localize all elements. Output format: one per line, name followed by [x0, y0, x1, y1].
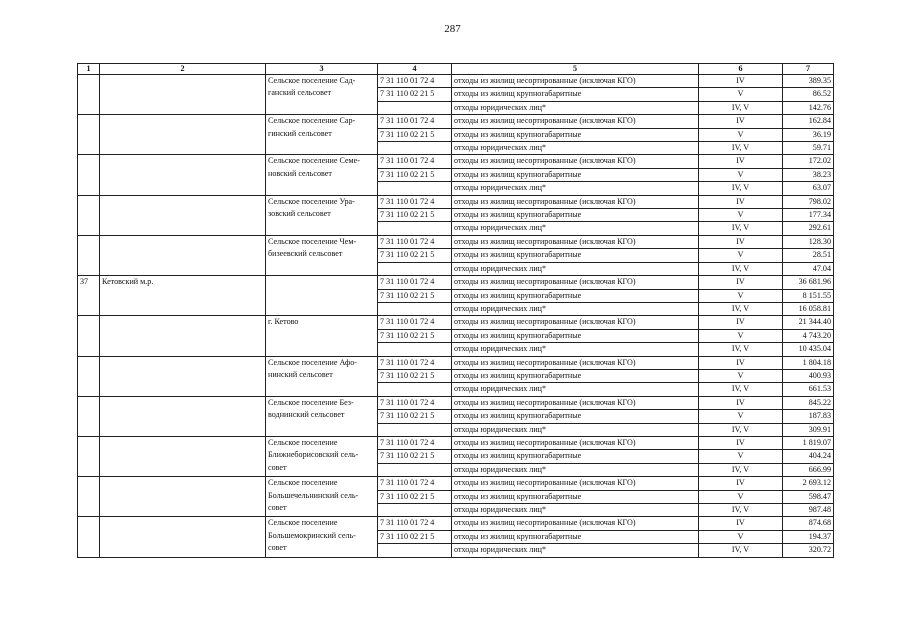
waste-amount: 177.34: [783, 209, 834, 222]
waste-amount: 4 743.20: [783, 329, 834, 342]
waste-amount: 16 058.81: [783, 302, 834, 315]
district-name: [100, 396, 266, 436]
district-name: [100, 75, 266, 115]
waste-amount: 1 804.18: [783, 356, 834, 369]
settlement-line: Сельское поселение Сар-: [268, 116, 356, 126]
waste-code: 7 31 110 01 72 4: [378, 235, 452, 248]
settlement-line: Сельское поселение: [268, 518, 338, 528]
waste-code: 7 31 110 02 21 5: [378, 369, 452, 382]
row-number: [78, 195, 100, 235]
waste-amount: 987.48: [783, 504, 834, 517]
hazard-class: IV, V: [699, 343, 783, 356]
waste-name: отходы из жилищ крупногабаритные: [452, 249, 699, 262]
waste-name: отходы из жилищ несортированные (исключая КГО): [452, 115, 699, 128]
hazard-class: V: [699, 530, 783, 543]
row-number: [78, 517, 100, 557]
waste-name: отходы юридических лиц*: [452, 544, 699, 557]
waste-amount: 598.47: [783, 490, 834, 503]
hazard-class: IV, V: [699, 463, 783, 476]
district-name: [100, 155, 266, 195]
table-row: [78, 155, 834, 168]
table-row: [78, 195, 834, 208]
waste-code: 7 31 110 02 21 5: [378, 490, 452, 503]
table-row: [78, 356, 834, 369]
waste-amount: 845.22: [783, 396, 834, 409]
waste-amount: 10 435.04: [783, 343, 834, 356]
waste-name: отходы из жилищ несортированные (исключая КГО): [452, 356, 699, 369]
hazard-class: IV: [699, 477, 783, 490]
row-number: [78, 436, 100, 476]
settlement-line: Сельское поселение Чем-: [268, 236, 357, 246]
district-name: [100, 195, 266, 235]
waste-amount: 292.61: [783, 222, 834, 235]
waste-amount: 63.07: [783, 182, 834, 195]
district-name: [100, 235, 266, 275]
settlement-line: Большечельнинский сель-: [268, 490, 359, 500]
settlement-line: гинский сельсовет: [268, 128, 332, 138]
waste-name: отходы из жилищ несортированные (исключая КГО): [452, 155, 699, 168]
waste-amount: 47.04: [783, 262, 834, 275]
settlement-name: [266, 396, 378, 436]
waste-amount: 128.30: [783, 235, 834, 248]
hazard-class: IV: [699, 155, 783, 168]
district-name: [100, 517, 266, 557]
hazard-class: IV, V: [699, 142, 783, 155]
hazard-class: IV, V: [699, 544, 783, 557]
settlement-line: ганский сельсовет: [268, 88, 332, 98]
table-row: [78, 115, 834, 128]
waste-name: отходы юридических лиц*: [452, 302, 699, 315]
district-name: [100, 316, 266, 356]
table-row: [78, 316, 834, 329]
waste-name: отходы юридических лиц*: [452, 262, 699, 275]
header-cell: 1: [78, 64, 100, 75]
waste-amount: 38.23: [783, 168, 834, 181]
hazard-class: IV, V: [699, 182, 783, 195]
hazard-class: IV, V: [699, 262, 783, 275]
waste-name: отходы юридических лиц*: [452, 142, 699, 155]
settlement-name: [266, 276, 378, 316]
waste-amount: 187.83: [783, 410, 834, 423]
header-cell: 2: [100, 64, 266, 75]
waste-code: [378, 463, 452, 476]
waste-name: отходы из жилищ несортированные (исключая КГО): [452, 195, 699, 208]
district-name: Кетовский м.р.: [100, 276, 266, 316]
hazard-class: IV: [699, 75, 783, 88]
waste-code: 7 31 110 01 72 4: [378, 477, 452, 490]
hazard-class: IV: [699, 276, 783, 289]
table-row: [78, 477, 834, 490]
table-row: [78, 396, 834, 409]
settlement-line: воднинский сельсовет: [268, 410, 345, 420]
hazard-class: IV: [699, 316, 783, 329]
waste-amount: 400.93: [783, 369, 834, 382]
settlement-line: совет: [268, 543, 287, 553]
waste-name: отходы из жилищ крупногабаритные: [452, 289, 699, 302]
waste-amount: 666.99: [783, 463, 834, 476]
waste-code: 7 31 110 01 72 4: [378, 195, 452, 208]
row-number: [78, 75, 100, 115]
row-number: [78, 396, 100, 436]
waste-code: 7 31 110 02 21 5: [378, 329, 452, 342]
hazard-class: V: [699, 289, 783, 302]
waste-name: отходы из жилищ крупногабаритные: [452, 369, 699, 382]
waste-code: 7 31 110 02 21 5: [378, 410, 452, 423]
waste-name: отходы из жилищ крупногабаритные: [452, 168, 699, 181]
waste-name: отходы юридических лиц*: [452, 343, 699, 356]
hazard-class: V: [699, 249, 783, 262]
table-row: [78, 75, 834, 88]
hazard-class: V: [699, 168, 783, 181]
settlement-name: [266, 436, 378, 476]
row-number: [78, 316, 100, 356]
waste-amount: 36.19: [783, 128, 834, 141]
waste-amount: 142.76: [783, 101, 834, 114]
settlement-name: [266, 517, 378, 557]
waste-name: отходы из жилищ крупногабаритные: [452, 128, 699, 141]
waste-name: отходы из жилищ несортированные (исключая КГО): [452, 276, 699, 289]
waste-name: отходы из жилищ крупногабаритные: [452, 490, 699, 503]
row-number: [78, 155, 100, 195]
settlement-name: [266, 155, 378, 195]
settlement-line: г. Кетово: [268, 317, 299, 327]
hazard-class: IV: [699, 195, 783, 208]
waste-name: отходы из жилищ несортированные (исключая КГО): [452, 75, 699, 88]
waste-name: отходы из жилищ несортированные (исключая КГО): [452, 316, 699, 329]
waste-code: [378, 142, 452, 155]
waste-amount: 320.72: [783, 544, 834, 557]
waste-amount: 59.71: [783, 142, 834, 155]
waste-name: отходы из жилищ крупногабаритные: [452, 329, 699, 342]
hazard-class: IV, V: [699, 101, 783, 114]
hazard-class: V: [699, 410, 783, 423]
waste-code: 7 31 110 02 21 5: [378, 289, 452, 302]
waste-amount: 28.51: [783, 249, 834, 262]
settlement-line: зовский сельсовет: [268, 209, 331, 219]
hazard-class: IV, V: [699, 423, 783, 436]
hazard-class: IV, V: [699, 302, 783, 315]
table-row: [78, 436, 834, 449]
waste-amount: 172.02: [783, 155, 834, 168]
hazard-class: V: [699, 490, 783, 503]
district-name: [100, 436, 266, 476]
waste-amount: 8 151.55: [783, 289, 834, 302]
waste-code: 7 31 110 02 21 5: [378, 168, 452, 181]
hazard-class: IV, V: [699, 383, 783, 396]
waste-name: отходы юридических лиц*: [452, 463, 699, 476]
settlement-name: [266, 477, 378, 517]
settlement-line: новский сельсовет: [268, 168, 332, 178]
waste-name: отходы юридических лиц*: [452, 182, 699, 195]
hazard-class: IV: [699, 235, 783, 248]
hazard-class: V: [699, 209, 783, 222]
table-row: [78, 517, 834, 530]
waste-name: отходы юридических лиц*: [452, 222, 699, 235]
waste-name: отходы из жилищ крупногабаритные: [452, 410, 699, 423]
waste-code: 7 31 110 01 72 4: [378, 75, 452, 88]
waste-code: [378, 101, 452, 114]
waste-code: 7 31 110 02 21 5: [378, 209, 452, 222]
waste-code: [378, 182, 452, 195]
waste-name: отходы из жилищ несортированные (исключая КГО): [452, 477, 699, 490]
waste-code: [378, 544, 452, 557]
settlement-line: Сельское поселение Семе-: [268, 156, 360, 166]
waste-amount: 162.84: [783, 115, 834, 128]
waste-amount: 798.02: [783, 195, 834, 208]
settlement-line: Ближнеборисовский сель-: [268, 450, 359, 460]
waste-code: 7 31 110 01 72 4: [378, 155, 452, 168]
settlement-line: Сельское поселение: [268, 437, 338, 447]
waste-amount: 389.35: [783, 75, 834, 88]
hazard-class: IV, V: [699, 222, 783, 235]
page-number: 287: [444, 23, 461, 35]
row-number: [78, 356, 100, 396]
header-cell: 3: [266, 64, 378, 75]
hazard-class: IV: [699, 356, 783, 369]
waste-code: [378, 222, 452, 235]
hazard-class: V: [699, 369, 783, 382]
settlement-line: Сельское поселение Афо-: [268, 357, 357, 367]
waste-amount: 404.24: [783, 450, 834, 463]
waste-code: 7 31 110 02 21 5: [378, 249, 452, 262]
waste-code: 7 31 110 01 72 4: [378, 316, 452, 329]
row-number: [78, 115, 100, 155]
waste-code: [378, 262, 452, 275]
hazard-class: V: [699, 450, 783, 463]
settlement-line: совет: [268, 503, 287, 512]
settlement-line: Большемокринский сель-: [268, 530, 356, 540]
row-number: [78, 235, 100, 275]
settlement-name: [266, 115, 378, 155]
waste-amount: 874.68: [783, 517, 834, 530]
waste-code: 7 31 110 02 21 5: [378, 530, 452, 543]
waste-code: 7 31 110 01 72 4: [378, 356, 452, 369]
waste-code: [378, 302, 452, 315]
row-number: 37: [78, 276, 100, 316]
waste-amount: 21 344.40: [783, 316, 834, 329]
waste-code: 7 31 110 01 72 4: [378, 276, 452, 289]
settlement-line: совет: [268, 462, 287, 472]
settlement-name: [266, 75, 378, 115]
waste-code: 7 31 110 02 21 5: [378, 450, 452, 463]
waste-code: 7 31 110 01 72 4: [378, 396, 452, 409]
waste-table: [77, 63, 834, 558]
district-name: [100, 477, 266, 517]
hazard-class: IV: [699, 436, 783, 449]
waste-name: отходы из жилищ крупногабаритные: [452, 209, 699, 222]
waste-amount: 309.91: [783, 423, 834, 436]
settlement-name: [266, 195, 378, 235]
header-cell: 4: [378, 64, 452, 75]
hazard-class: V: [699, 88, 783, 101]
waste-name: отходы юридических лиц*: [452, 101, 699, 114]
waste-name: отходы из жилищ несортированные (исключая КГО): [452, 235, 699, 248]
waste-amount: 1 819.07: [783, 436, 834, 449]
waste-name: отходы из жилищ несортированные (исключая КГО): [452, 517, 699, 530]
settlement-line: Сельское поселение Без-: [268, 397, 354, 407]
row-number: [78, 477, 100, 517]
waste-amount: 2 693.12: [783, 477, 834, 490]
hazard-class: IV: [699, 517, 783, 530]
waste-code: 7 31 110 02 21 5: [378, 128, 452, 141]
district-name: [100, 356, 266, 396]
waste-amount: 86.52: [783, 88, 834, 101]
waste-name: отходы юридических лиц*: [452, 423, 699, 436]
waste-amount: 36 681.96: [783, 276, 834, 289]
waste-code: 7 31 110 01 72 4: [378, 517, 452, 530]
settlement-line: Сельское поселение Ура-: [268, 196, 355, 206]
header-cell: 6: [699, 64, 783, 75]
waste-code: 7 31 110 02 21 5: [378, 88, 452, 101]
waste-name: отходы юридических лиц*: [452, 383, 699, 396]
settlement-line: Сельское поселение: [268, 478, 338, 488]
waste-name: отходы из жилищ крупногабаритные: [452, 530, 699, 543]
hazard-class: V: [699, 128, 783, 141]
settlement-line: бизеевский сельсовет: [268, 249, 343, 259]
header-cell: 5: [452, 64, 699, 75]
waste-code: 7 31 110 01 72 4: [378, 115, 452, 128]
waste-amount: 194.37: [783, 530, 834, 543]
district-name: [100, 115, 266, 155]
waste-code: 7 31 110 01 72 4: [378, 436, 452, 449]
header-row: [78, 64, 834, 75]
settlement-name: [266, 235, 378, 275]
table-row: [78, 276, 834, 289]
hazard-class: IV, V: [699, 504, 783, 517]
settlement-line: Сельское поселение Сад-: [268, 76, 356, 85]
table-row: [78, 235, 834, 248]
waste-name: отходы из жилищ крупногабаритные: [452, 88, 699, 101]
waste-code: [378, 504, 452, 517]
waste-amount: 661.53: [783, 383, 834, 396]
settlement-name: [266, 316, 378, 356]
waste-name: отходы юридических лиц*: [452, 504, 699, 517]
waste-name: отходы из жилищ несортированные (исключая КГО): [452, 436, 699, 449]
waste-code: [378, 343, 452, 356]
header-cell: 7: [783, 64, 834, 75]
settlement-name: [266, 356, 378, 396]
waste-name: отходы из жилищ крупногабаритные: [452, 450, 699, 463]
hazard-class: V: [699, 329, 783, 342]
hazard-class: IV: [699, 115, 783, 128]
hazard-class: IV: [699, 396, 783, 409]
waste-name: отходы из жилищ несортированные (исключая КГО): [452, 396, 699, 409]
settlement-line: нинский сельсовет: [268, 369, 333, 379]
waste-code: [378, 423, 452, 436]
waste-code: [378, 383, 452, 396]
